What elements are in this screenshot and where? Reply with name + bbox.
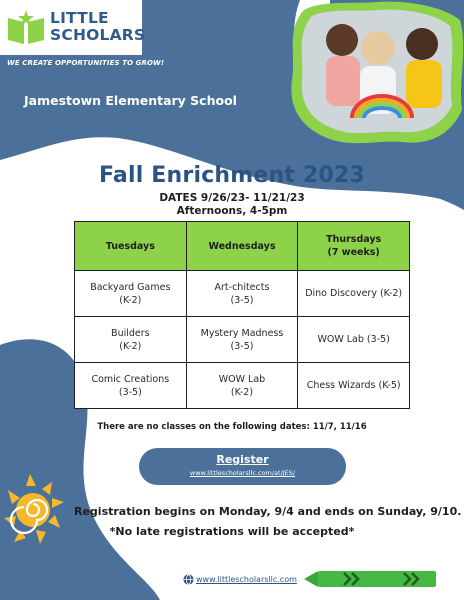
open-book-icon xyxy=(6,8,46,46)
schedule-table xyxy=(74,221,410,409)
header-wednesdays: Wednesdays xyxy=(186,222,298,271)
register-label[interactable]: Register xyxy=(216,453,269,466)
footer-website-link[interactable]: www.littlescholarsllc.com xyxy=(196,575,297,584)
children-photo xyxy=(282,0,464,150)
logo xyxy=(0,0,146,55)
table-row xyxy=(75,317,410,363)
register-link[interactable]: www.littlescholarsllc.com/at/JES/ xyxy=(189,469,296,477)
class-cell: Comic Creations (3-5) xyxy=(75,363,187,409)
class-cell: Backyard Games (K-2) xyxy=(75,271,187,317)
school-name: Jamestown Elementary School xyxy=(24,93,237,108)
logo-line-2: SCHOLARS xyxy=(50,26,146,44)
table-row xyxy=(75,363,410,409)
class-cell: WOW Lab (3-5) xyxy=(298,317,410,363)
table-row xyxy=(75,271,410,317)
page-title: Fall Enrichment 2023 xyxy=(98,163,366,188)
crayon-icon xyxy=(304,569,438,589)
schedule-header-row xyxy=(75,222,410,271)
sun-icon xyxy=(0,472,70,552)
header-tuesdays: Tuesdays xyxy=(75,222,187,271)
globe-icon xyxy=(183,574,194,585)
tagline: WE CREATE OPPORTUNITIES TO GROW! xyxy=(7,59,165,67)
program-dates: DATES 9/26/23- 11/21/23 xyxy=(159,192,305,204)
class-cell: Chess Wizards (K-5) xyxy=(298,363,410,409)
class-cell: WOW Lab (K-2) xyxy=(186,363,298,409)
late-registration-notice: *No late registrations will be accepted* xyxy=(109,525,355,538)
class-cell: Mystery Madness (3-5) xyxy=(186,317,298,363)
register-button[interactable] xyxy=(139,448,346,485)
class-cell: Builders (K-2) xyxy=(75,317,187,363)
class-cell: Dino Discovery (K-2) xyxy=(298,271,410,317)
logo-line-1: LITTLE xyxy=(50,9,109,27)
class-cell: Art-chitects (3-5) xyxy=(186,271,298,317)
no-classes-note: There are no classes on the following dates: 11/7, 11/16 xyxy=(97,422,367,432)
header-thursdays: Thursdays (7 weeks) xyxy=(298,222,410,271)
program-hours: Afternoons, 4-5pm xyxy=(176,205,288,217)
registration-notice: Registration begins on Monday, 9/4 and ends on Sunday, 9/10. xyxy=(74,505,462,518)
